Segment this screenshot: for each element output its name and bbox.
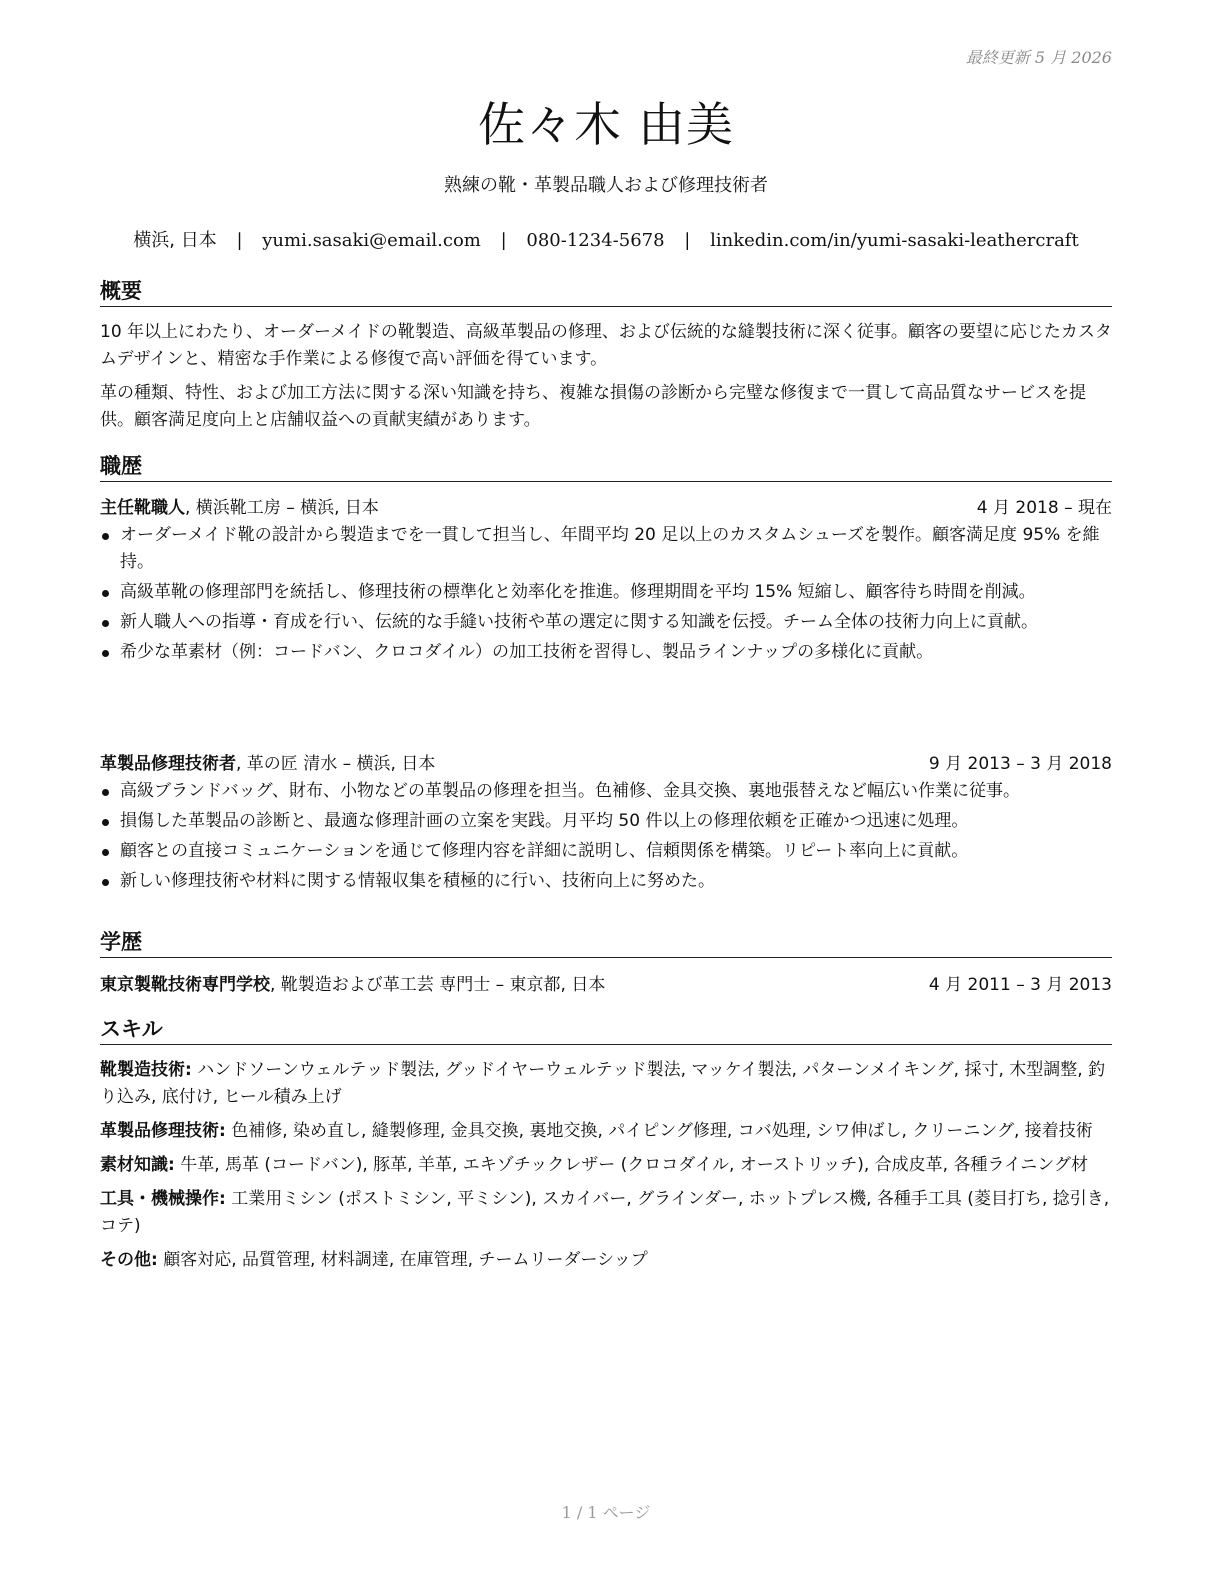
contact-phone[interactable]: 080-1234-5678 — [526, 230, 665, 251]
skill-label: 靴製造技術: — [100, 1060, 192, 1080]
page-number: 1 / 1 ページ — [561, 1503, 651, 1522]
contact-separator: | — [236, 230, 243, 251]
bullet-icon — [102, 590, 109, 597]
job-organization: , 横浜靴工房 – 横浜, 日本 — [185, 498, 379, 518]
skill-row — [100, 1186, 1112, 1240]
list-item: 顧客との直接コミュニケーションを通じて修理内容を詳細に説明し、信頼関係を構築。リピート率向上に貢献。 — [100, 838, 1112, 865]
education-entry — [100, 971, 1112, 999]
bullet-icon — [102, 650, 109, 657]
skill-row — [100, 1152, 1112, 1179]
education-dates: 4 月 2011 – 3 月 2013 — [928, 975, 1112, 995]
section-heading-skills: スキル — [100, 1016, 1112, 1045]
skill-row — [100, 1057, 1112, 1111]
resume-page — [100, 0, 1112, 1584]
section-heading-education: 学歴 — [100, 929, 1112, 958]
contact-location: 横浜, 日本 — [133, 230, 217, 251]
skill-row — [100, 1118, 1112, 1145]
skill-text: 牛革, 馬革 (コードバン), 豚革, 羊革, エキゾチックレザー (クロコダイル, オーストリッチ), 合成皮革, 各種ライニング材 — [174, 1155, 1088, 1175]
job-dates: 4 月 2018 – 現在 — [976, 498, 1112, 518]
summary-paragraph: 革の種類、特性、および加工方法に関する深い知識を持ち、複雑な損傷の診断から完璧な修復まで一貫して高品質なサービスを提供。顧客満足度向上と店舗収益への貢献実績があります。 — [100, 383, 1086, 430]
bullet-icon — [102, 849, 109, 856]
job-bullets — [100, 522, 1112, 666]
contact-separator: | — [684, 230, 691, 251]
job-header — [100, 750, 1112, 778]
job-organization: , 革の匠 清水 – 横浜, 日本 — [236, 754, 436, 774]
degree-detail: , 靴製造および革工芸 専門士 – 東京都, 日本 — [270, 975, 606, 995]
section-heading-summary: 概要 — [100, 278, 1112, 307]
skill-text: 顧客対応, 品質管理, 材料調達, 在庫管理, チームリーダーシップ — [157, 1250, 648, 1270]
job-header — [100, 494, 1112, 522]
job-dates: 9 月 2013 – 3 月 2018 — [928, 754, 1112, 774]
job-role: 主任靴職人 — [100, 498, 185, 518]
bullet-icon — [102, 819, 109, 826]
education-header — [100, 971, 1112, 999]
contact-linkedin[interactable]: linkedin.com/in/yumi-sasaki-leathercraft — [710, 230, 1079, 251]
skill-text: 色補修, 染め直し, 縫製修理, 金具交換, 裏地交換, パイピング修理, コバ処理, シワ伸ばし, クリーニング, 接着技術 — [225, 1121, 1093, 1141]
skill-row — [100, 1247, 1112, 1274]
job-entry — [100, 494, 1112, 669]
skill-label: 革製品修理技術: — [100, 1121, 226, 1141]
job-entry — [100, 750, 1112, 898]
list-item: オーダーメイド靴の設計から製造までを一貫して担当し、年間平均 20 足以上のカスタムシューズを製作。顧客満足度 95% を維持。 — [100, 522, 1112, 576]
section-heading-experience: 職歴 — [100, 453, 1112, 482]
skill-label: 工具・機械操作: — [100, 1189, 226, 1209]
bullet-icon — [102, 789, 109, 796]
summary-block — [100, 319, 1112, 441]
contact-separator: | — [500, 230, 507, 251]
list-item: 希少な革素材（例：コードバン、クロコダイル）の加工技術を習得し、製品ラインナップの多様化に貢献。 — [100, 639, 1112, 666]
summary-paragraph: 10 年以上にわたり、オーダーメイドの靴製造、高級革製品の修理、および伝統的な縫製技術に深く従事。顧客の要望に応じたカスタムデザインと、精密な手作業による修復で高い評価を得ています。 — [100, 322, 1112, 369]
list-item: 新人職人への指導・育成を行い、伝統的な手縫い技術や革の選定に関する知識を伝授。チーム全体の技術力向上に貢献。 — [100, 609, 1112, 636]
school-name: 東京製靴技術専門学校 — [100, 975, 270, 995]
list-item: 高級ブランドバッグ、財布、小物などの革製品の修理を担当。色補修、金具交換、裏地張替えなど幅広い作業に従事。 — [100, 778, 1112, 805]
bullet-icon — [102, 533, 109, 540]
person-name: 佐々木 由美 — [478, 98, 734, 153]
skill-label: 素材知識: — [100, 1155, 175, 1175]
skill-text: ハンドソーンウェルテッド製法, グッドイヤーウェルテッド製法, マッケイ製法, パターンメイキング, 採寸, 木型調整, 釣り込み, 底付け, ヒール積み上げ — [100, 1060, 1106, 1107]
list-item: 高級革靴の修理部門を統括し、修理技術の標準化と効率化を推進。修理期間を平均 15% 短縮し、顧客待ち時間を削減。 — [100, 579, 1112, 606]
skill-label: その他: — [100, 1250, 158, 1270]
last-updated: 最終更新 5 月 2026 — [965, 48, 1112, 67]
job-role: 革製品修理技術者 — [100, 754, 236, 774]
skill-text: 工業用ミシン (ポストミシン, 平ミシン), スカイバー, グラインダー, ホットプレス機, 各種手工具 (菱目打ち, 捻引き, コテ) — [100, 1189, 1110, 1236]
job-bullets — [100, 778, 1112, 895]
skills-block — [100, 1057, 1112, 1281]
bullet-icon — [102, 620, 109, 627]
contact-email[interactable]: yumi.sasaki@email.com — [262, 230, 481, 251]
contact-line — [100, 226, 1112, 252]
list-item: 新しい修理技術や材料に関する情報収集を積極的に行い、技術向上に努めた。 — [100, 868, 1112, 895]
list-item: 損傷した革製品の診断と、最適な修理計画の立案を実践。月平均 50 件以上の修理依頼を正確かつ迅速に処理。 — [100, 808, 1112, 835]
job-title: 熟練の靴・革製品職人および修理技術者 — [444, 175, 768, 196]
bullet-icon — [102, 879, 109, 886]
